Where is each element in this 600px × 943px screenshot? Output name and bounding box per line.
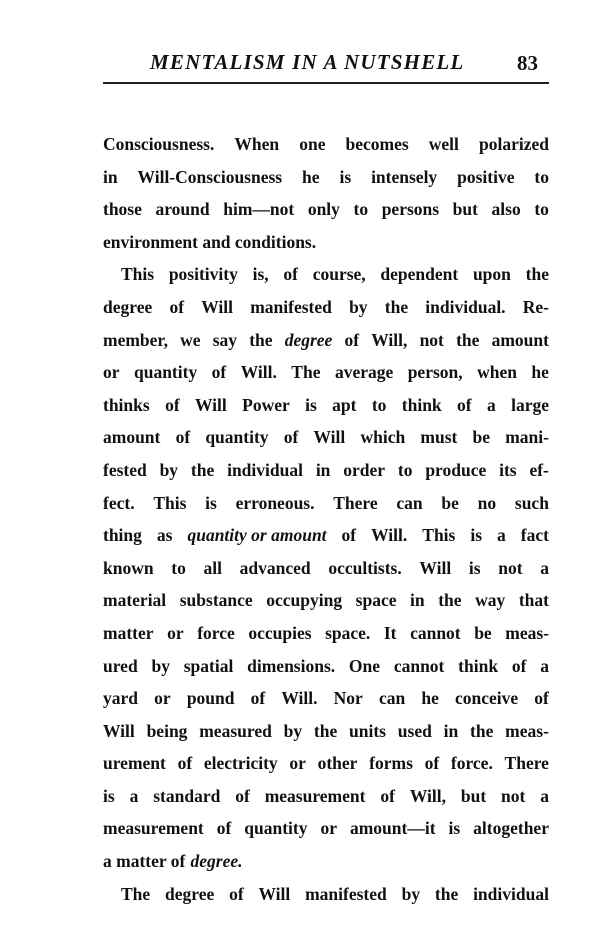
text-line: The degree of Will manifested by the individual	[121, 883, 549, 904]
text-line: Consciousness. When one becomes well polarized	[103, 134, 549, 154]
text-line: Will being measured by the units used in the meas-	[103, 720, 549, 741]
text-segment: environment and conditions.	[103, 231, 317, 252]
text-line: fested by the individual in order to produce its ef-	[103, 459, 549, 480]
text-line: those around him—not only to persons but also to	[103, 199, 549, 220]
text-line: member, we say the degree of Will, not the amount	[103, 324, 549, 357]
running-title: MENTALISM IN A NUTSHELL	[150, 50, 465, 74]
text-line: This positivity is, of course, dependent upon the	[121, 264, 549, 285]
text-line: or quantity of Will. The average person, when he	[103, 362, 549, 383]
italic-emphasis: degree	[284, 329, 333, 350]
text-segment: a matter of	[103, 851, 186, 872]
text-line: thing as quantity or amount of Will. This is a fact	[103, 519, 549, 552]
text-line: matter or force occupies space. It cannot be meas-	[103, 622, 549, 643]
header-rule	[103, 82, 549, 84]
text-line	[103, 845, 549, 878]
running-header	[150, 50, 550, 80]
text-line: ured by spatial dimensions. One cannot think of a	[103, 655, 549, 676]
text-line: in Will-Consciousness he is intensely positive to	[103, 166, 549, 187]
text-line: urement of electricity or other forms of force. There	[103, 753, 549, 774]
text-line: amount of quantity of Will which must be mani-	[103, 427, 549, 448]
page-body	[103, 128, 549, 910]
text-line: fect. This is erroneous. There can be no such	[103, 492, 549, 513]
page-number: 83	[517, 51, 538, 75]
text-line: degree of Will manifested by the individual. Re-	[103, 296, 549, 317]
text-line: is a standard of measurement of Will, but not a	[103, 785, 549, 806]
italic-emphasis: degree.	[190, 851, 243, 872]
text-line: measurement of quantity or amount—it is altogether	[103, 818, 549, 839]
italic-emphasis: quantity or amount	[187, 525, 327, 546]
text-line: thinks of Will Power is apt to think of a large	[103, 394, 549, 415]
text-line: known to all advanced occultists. Will is not a	[103, 557, 549, 578]
text-line	[103, 226, 549, 259]
text-line: material substance occupying space in the way that	[103, 590, 549, 611]
text-line: yard or pound of Will. Nor can he conceive of	[103, 688, 549, 709]
